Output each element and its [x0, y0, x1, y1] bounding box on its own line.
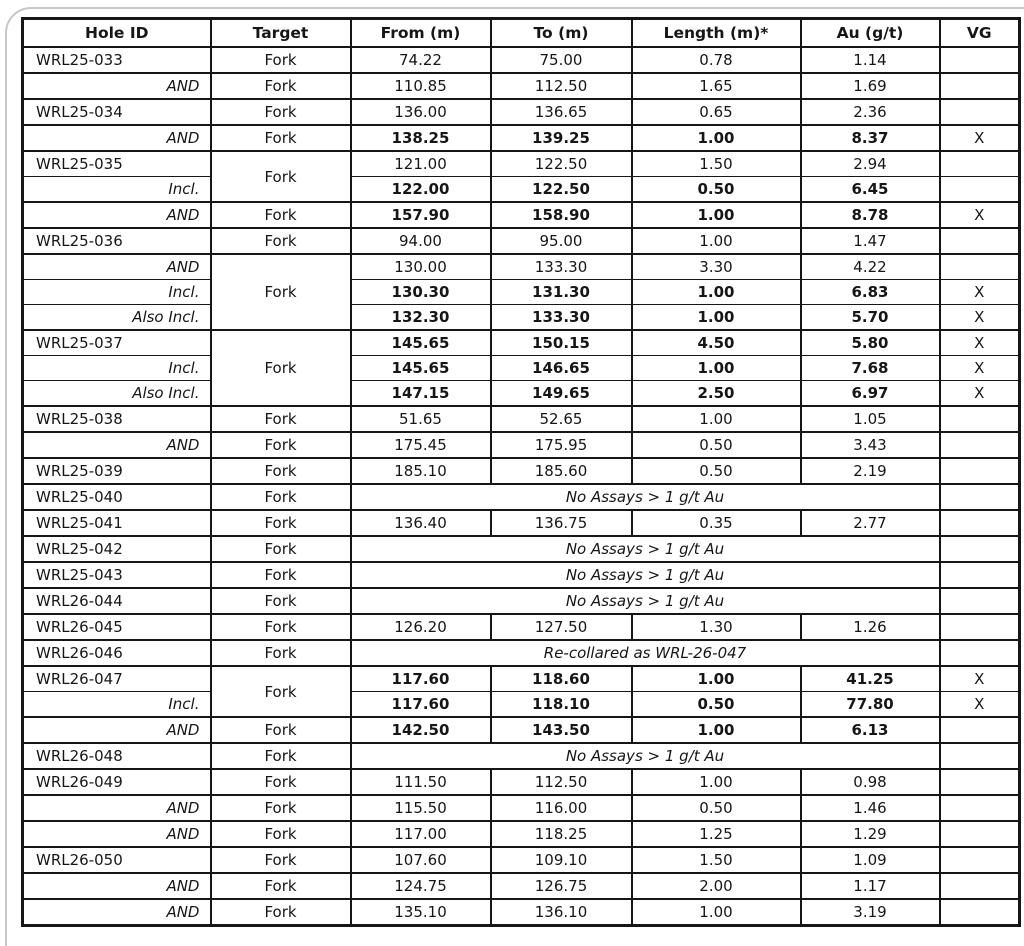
cell-au: 1.05	[801, 406, 940, 432]
cell-target: Fork	[211, 330, 351, 406]
cell-to: 116.00	[491, 795, 632, 821]
cell-vg	[940, 432, 1020, 458]
cell-au: 77.80	[801, 692, 940, 718]
table-row	[23, 873, 1020, 899]
table-row	[23, 381, 1020, 407]
cell-from: 122.00	[351, 177, 491, 203]
cell-from: 117.60	[351, 666, 491, 692]
cell-length: 0.50	[632, 692, 801, 718]
table-header	[23, 19, 1020, 48]
cell-to: 118.60	[491, 666, 632, 692]
cell-length: 1.00	[632, 666, 801, 692]
cell-vg	[940, 847, 1020, 873]
cell-vg	[940, 640, 1020, 666]
table-row	[23, 99, 1020, 125]
col-header-target: Target	[211, 19, 351, 48]
cell-hole-id: WRL26-044	[23, 588, 211, 614]
cell-to: 143.50	[491, 717, 632, 743]
cell-length: 0.50	[632, 432, 801, 458]
cell-vg: X	[940, 330, 1020, 356]
table-row	[23, 769, 1020, 795]
cell-vg	[940, 743, 1020, 769]
cell-au: 1.29	[801, 821, 940, 847]
table-row	[23, 821, 1020, 847]
cell-from: 136.00	[351, 99, 491, 125]
table-row	[23, 588, 1020, 614]
cell-length: 1.00	[632, 305, 801, 331]
cell-from: 94.00	[351, 228, 491, 254]
cell-to: 175.95	[491, 432, 632, 458]
cell-hole-id: WRL25-034	[23, 99, 211, 125]
cell-vg: X	[940, 356, 1020, 381]
col-header-to-m: To (m)	[491, 19, 632, 48]
cell-au: 2.19	[801, 458, 940, 484]
cell-au: 2.94	[801, 151, 940, 177]
cell-au: 1.14	[801, 47, 940, 73]
cell-from: 130.00	[351, 254, 491, 280]
cell-au: 5.80	[801, 330, 940, 356]
cell-hole-id: WRL26-046	[23, 640, 211, 666]
table-row	[23, 692, 1020, 718]
cell-from: 130.30	[351, 280, 491, 305]
cell-interval-label: AND	[23, 873, 211, 899]
cell-length: 1.00	[632, 228, 801, 254]
cell-from: 185.10	[351, 458, 491, 484]
cell-length: 0.50	[632, 795, 801, 821]
cell-to: 131.30	[491, 280, 632, 305]
cell-length: 0.35	[632, 510, 801, 536]
cell-length: 1.00	[632, 769, 801, 795]
cell-to: 136.65	[491, 99, 632, 125]
cell-vg	[940, 769, 1020, 795]
cell-au: 6.45	[801, 177, 940, 203]
cell-interval-label: Also Incl.	[23, 305, 211, 331]
cell-to: 112.50	[491, 769, 632, 795]
cell-au: 6.83	[801, 280, 940, 305]
cell-target: Fork	[211, 717, 351, 743]
table-row	[23, 125, 1020, 151]
header-row	[23, 19, 1020, 48]
cell-from: 132.30	[351, 305, 491, 331]
cell-target: Fork	[211, 640, 351, 666]
cell-from: 121.00	[351, 151, 491, 177]
cell-au: 5.70	[801, 305, 940, 331]
cell-vg	[940, 177, 1020, 203]
cell-from: 136.40	[351, 510, 491, 536]
cell-note: No Assays > 1 g/t Au	[351, 743, 940, 769]
cell-au: 0.98	[801, 769, 940, 795]
cell-note: Re-collared as WRL-26-047	[351, 640, 940, 666]
table-row	[23, 899, 1020, 926]
table-row	[23, 254, 1020, 280]
cell-to: 136.75	[491, 510, 632, 536]
cell-to: 133.30	[491, 305, 632, 331]
cell-au: 6.97	[801, 381, 940, 407]
cell-target: Fork	[211, 99, 351, 125]
cell-target: Fork	[211, 151, 351, 202]
cell-interval-label: AND	[23, 432, 211, 458]
cell-au: 7.68	[801, 356, 940, 381]
cell-from: 51.65	[351, 406, 491, 432]
cell-to: 136.10	[491, 899, 632, 926]
cell-from: 111.50	[351, 769, 491, 795]
cell-target: Fork	[211, 899, 351, 926]
cell-target: Fork	[211, 458, 351, 484]
cell-target: Fork	[211, 769, 351, 795]
cell-length: 4.50	[632, 330, 801, 356]
cell-length: 1.00	[632, 280, 801, 305]
cell-interval-label: AND	[23, 899, 211, 926]
cell-hole-id: WRL26-050	[23, 847, 211, 873]
cell-to: 75.00	[491, 47, 632, 73]
cell-vg	[940, 254, 1020, 280]
cell-from: 74.22	[351, 47, 491, 73]
cell-target: Fork	[211, 484, 351, 510]
cell-vg	[940, 151, 1020, 177]
cell-vg: X	[940, 381, 1020, 407]
cell-interval-label: AND	[23, 125, 211, 151]
cell-target: Fork	[211, 666, 351, 717]
cell-target: Fork	[211, 614, 351, 640]
cell-to: 185.60	[491, 458, 632, 484]
cell-from: 110.85	[351, 73, 491, 99]
table-row	[23, 280, 1020, 305]
table-row	[23, 484, 1020, 510]
col-header-hole-id: Hole ID	[23, 19, 211, 48]
cell-length: 1.65	[632, 73, 801, 99]
cell-to: 139.25	[491, 125, 632, 151]
table-row	[23, 202, 1020, 228]
cell-vg	[940, 614, 1020, 640]
table-row	[23, 717, 1020, 743]
cell-interval-label: Incl.	[23, 280, 211, 305]
cell-target: Fork	[211, 228, 351, 254]
cell-hole-id: WRL26-048	[23, 743, 211, 769]
cell-from: 145.65	[351, 356, 491, 381]
cell-to: 118.10	[491, 692, 632, 718]
cell-length: 3.30	[632, 254, 801, 280]
cell-vg	[940, 821, 1020, 847]
cell-hole-id: WRL25-033	[23, 47, 211, 73]
cell-hole-id: WRL25-043	[23, 562, 211, 588]
cell-hole-id: WRL25-037	[23, 330, 211, 356]
cell-from: 145.65	[351, 330, 491, 356]
cell-au: 8.78	[801, 202, 940, 228]
cell-from: 115.50	[351, 795, 491, 821]
col-header-from-m: From (m)	[351, 19, 491, 48]
cell-target: Fork	[211, 588, 351, 614]
cell-from: 126.20	[351, 614, 491, 640]
cell-hole-id: WRL26-047	[23, 666, 211, 692]
cell-to: 95.00	[491, 228, 632, 254]
table-row	[23, 305, 1020, 331]
cell-hole-id: WRL25-038	[23, 406, 211, 432]
cell-from: 135.10	[351, 899, 491, 926]
cell-to: 112.50	[491, 73, 632, 99]
cell-length: 1.00	[632, 717, 801, 743]
cell-length: 0.65	[632, 99, 801, 125]
cell-length: 1.25	[632, 821, 801, 847]
cell-interval-label: AND	[23, 202, 211, 228]
table-row	[23, 228, 1020, 254]
cell-target: Fork	[211, 536, 351, 562]
cell-au: 2.77	[801, 510, 940, 536]
cell-vg: X	[940, 692, 1020, 718]
cell-interval-label: AND	[23, 795, 211, 821]
cell-vg: X	[940, 305, 1020, 331]
cell-vg	[940, 73, 1020, 99]
cell-target: Fork	[211, 847, 351, 873]
table-row	[23, 458, 1020, 484]
cell-vg	[940, 588, 1020, 614]
table-row	[23, 743, 1020, 769]
cell-from: 124.75	[351, 873, 491, 899]
cell-length: 1.50	[632, 151, 801, 177]
table-row	[23, 562, 1020, 588]
cell-vg: X	[940, 125, 1020, 151]
cell-interval-label: AND	[23, 254, 211, 280]
cell-vg	[940, 99, 1020, 125]
cell-from: 138.25	[351, 125, 491, 151]
cell-au: 3.43	[801, 432, 940, 458]
cell-au: 1.47	[801, 228, 940, 254]
cell-length: 1.00	[632, 125, 801, 151]
cell-from: 147.15	[351, 381, 491, 407]
cell-to: 52.65	[491, 406, 632, 432]
cell-to: 122.50	[491, 151, 632, 177]
table-row	[23, 406, 1020, 432]
cell-vg	[940, 795, 1020, 821]
col-header-au-g-t: Au (g/t)	[801, 19, 940, 48]
cell-to: 133.30	[491, 254, 632, 280]
cell-au: 6.13	[801, 717, 940, 743]
cell-to: 127.50	[491, 614, 632, 640]
cell-au: 1.46	[801, 795, 940, 821]
cell-vg	[940, 484, 1020, 510]
cell-vg	[940, 406, 1020, 432]
cell-length: 2.00	[632, 873, 801, 899]
cell-au: 2.36	[801, 99, 940, 125]
cell-to: 146.65	[491, 356, 632, 381]
drill-results-table	[21, 17, 1021, 927]
cell-target: Fork	[211, 743, 351, 769]
cell-to: 150.15	[491, 330, 632, 356]
cell-from: 175.45	[351, 432, 491, 458]
cell-vg	[940, 47, 1020, 73]
cell-length: 1.00	[632, 899, 801, 926]
cell-hole-id: WRL26-049	[23, 769, 211, 795]
cell-to: 118.25	[491, 821, 632, 847]
cell-from: 117.00	[351, 821, 491, 847]
cell-length: 1.50	[632, 847, 801, 873]
cell-to: 149.65	[491, 381, 632, 407]
cell-vg	[940, 458, 1020, 484]
cell-target: Fork	[211, 873, 351, 899]
table-row	[23, 47, 1020, 73]
cell-vg	[940, 510, 1020, 536]
cell-hole-id: WRL25-042	[23, 536, 211, 562]
cell-vg	[940, 899, 1020, 926]
cell-target: Fork	[211, 73, 351, 99]
cell-from: 117.60	[351, 692, 491, 718]
cell-to: 109.10	[491, 847, 632, 873]
cell-target: Fork	[211, 254, 351, 330]
cell-au: 3.19	[801, 899, 940, 926]
table-row	[23, 795, 1020, 821]
cell-target: Fork	[211, 47, 351, 73]
cell-length: 0.50	[632, 177, 801, 203]
cell-interval-label: AND	[23, 73, 211, 99]
cell-length: 1.00	[632, 356, 801, 381]
cell-to: 122.50	[491, 177, 632, 203]
table-row	[23, 510, 1020, 536]
cell-au: 1.17	[801, 873, 940, 899]
cell-target: Fork	[211, 562, 351, 588]
cell-length: 2.50	[632, 381, 801, 407]
cell-vg: X	[940, 202, 1020, 228]
cell-from: 142.50	[351, 717, 491, 743]
cell-length: 1.00	[632, 406, 801, 432]
table-body	[23, 47, 1020, 926]
cell-vg	[940, 873, 1020, 899]
table-row	[23, 73, 1020, 99]
cell-length: 1.30	[632, 614, 801, 640]
cell-vg	[940, 717, 1020, 743]
cell-target: Fork	[211, 432, 351, 458]
cell-hole-id: WRL25-041	[23, 510, 211, 536]
table-row	[23, 177, 1020, 203]
cell-vg	[940, 228, 1020, 254]
table-row	[23, 666, 1020, 692]
cell-hole-id: WRL25-035	[23, 151, 211, 177]
cell-target: Fork	[211, 125, 351, 151]
table-row	[23, 432, 1020, 458]
col-header-length-m: Length (m)*	[632, 19, 801, 48]
cell-note: No Assays > 1 g/t Au	[351, 484, 940, 510]
cell-target: Fork	[211, 821, 351, 847]
cell-length: 0.78	[632, 47, 801, 73]
cell-interval-label: AND	[23, 821, 211, 847]
cell-au: 4.22	[801, 254, 940, 280]
table-row	[23, 614, 1020, 640]
cell-hole-id: WRL25-036	[23, 228, 211, 254]
cell-to: 158.90	[491, 202, 632, 228]
table-row	[23, 356, 1020, 381]
cell-from: 107.60	[351, 847, 491, 873]
table-row	[23, 330, 1020, 356]
cell-vg	[940, 536, 1020, 562]
cell-note: No Assays > 1 g/t Au	[351, 562, 940, 588]
cell-to: 126.75	[491, 873, 632, 899]
cell-hole-id: WRL25-039	[23, 458, 211, 484]
cell-au: 1.69	[801, 73, 940, 99]
cell-vg: X	[940, 280, 1020, 305]
cell-au: 1.09	[801, 847, 940, 873]
table-row	[23, 847, 1020, 873]
cell-target: Fork	[211, 406, 351, 432]
cell-length: 0.50	[632, 458, 801, 484]
cell-hole-id: WRL26-045	[23, 614, 211, 640]
cell-au: 1.26	[801, 614, 940, 640]
cell-from: 157.90	[351, 202, 491, 228]
cell-note: No Assays > 1 g/t Au	[351, 536, 940, 562]
table-row	[23, 536, 1020, 562]
cell-interval-label: Incl.	[23, 692, 211, 718]
table-row	[23, 151, 1020, 177]
cell-hole-id: WRL25-040	[23, 484, 211, 510]
cell-target: Fork	[211, 510, 351, 536]
table-row	[23, 640, 1020, 666]
cell-interval-label: Incl.	[23, 356, 211, 381]
cell-interval-label: AND	[23, 717, 211, 743]
cell-au: 41.25	[801, 666, 940, 692]
cell-au: 8.37	[801, 125, 940, 151]
cell-interval-label: Incl.	[23, 177, 211, 203]
cell-interval-label: Also Incl.	[23, 381, 211, 407]
cell-vg: X	[940, 666, 1020, 692]
col-header-vg: VG	[940, 19, 1020, 48]
cell-target: Fork	[211, 202, 351, 228]
cell-note: No Assays > 1 g/t Au	[351, 588, 940, 614]
cell-target: Fork	[211, 795, 351, 821]
cell-length: 1.00	[632, 202, 801, 228]
cell-vg	[940, 562, 1020, 588]
